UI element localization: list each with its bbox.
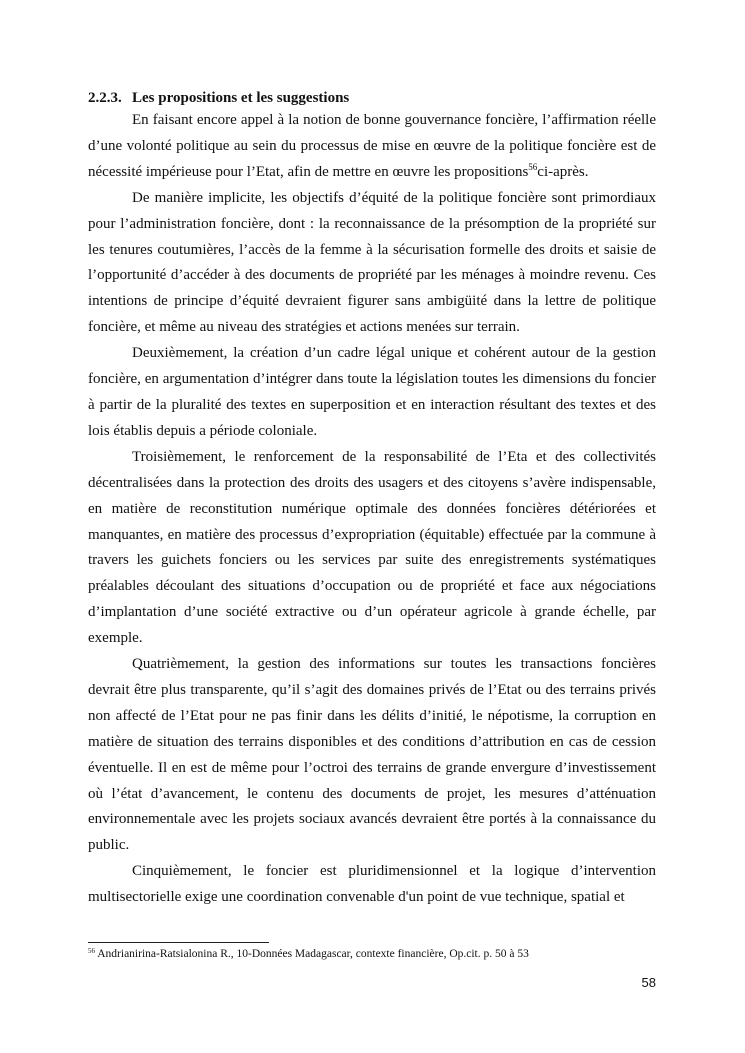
section-number: 2.2.3. [88, 90, 122, 106]
paragraph-intro [88, 108, 656, 186]
page-number: 58 [641, 975, 656, 990]
paragraph-second: Deuxièmement, la création d’un cadre légal unique et cohérent autour de la gestion foncière, en argumentation d’intégrer dans toute la législation toutes les dimensions du foncier à partir de la pluralité des textes en superposition et en interaction résultant des textes et des lois établis depuis a période coloniale. [88, 345, 656, 439]
section-heading [88, 88, 656, 108]
footnote-text: Andrianirina-Ratsialonina R., 10-Données Madagascar, contexte financière, Op.cit. p. 50 à 53 [95, 948, 529, 960]
footnote [88, 947, 529, 962]
paragraph-third: Troisièmement, le renforcement de la responsabilité de l’Eta et des collectivités décentralisées dans la protection des droits des usagers et des citoyens s’avère indispensable, en matière de reconstitution numérique optimale des données foncières détériorées et manquantes, en matière des processus d’expropriation (équitable) effectuée par la commune à travers les guichets fonciers ou les services par suite des enregistrements systématiques préalables découlant des situations d’occupation ou de propriété et face aux négociations d’implantation d’une société extractive ou d’un opérateur agricole à grande échelle, par exemple. [88, 448, 656, 647]
paragraph-fourth: Quatrièmement, la gestion des informations sur toutes les transactions foncières devrait être plus transparente, qu’il s’agit des domaines privés de l’Etat ou des terrains privés non affecté de l’Etat pour ne pas finir dans les délits d’initié, le népotisme, la corruption en matière de situation des terrains disponibles et des conditions d’attribution en cas de cession éventuelle. Il en est de même pour l’octroi des terrains de grande envergure d’investissement où l’état d’avancement, le contenu des documents de projet, les mesures d’atténuation environnementale avec les projets sociaux avancés devraient être portés à la connaissance du public. [88, 656, 656, 854]
body-text [88, 88, 656, 911]
footnote-divider [88, 942, 269, 943]
section-title: Les propositions et les suggestions [132, 90, 350, 106]
footnote-reference[interactable]: 56 [528, 161, 538, 172]
paragraph-intro-end: ci-après. [537, 163, 589, 180]
paragraph-intro-text: En faisant encore appel à la notion de bonne gouvernance foncière, l’affirmation réelle d’une volonté politique au sein du processus de mise en œuvre de la politique foncière est de nécessité impérieuse pour l’Etat, afin de mettre en œuvre les propositions [88, 112, 656, 180]
paragraph-equity: De manière implicite, les objectifs d’équité de la politique foncière sont primordiaux pour l’administration foncière, dont : la reconnaissance de la présomption de la propriété sur les tenures coutumières, l’accès de la femme à la sécurisation formelle des droits et saisie de l’opportunité d’accéder à des documents de propriété par les ménages à moindre revenu. Ces intentions de principe d’équité devraient figurer sans ambigüité dans la lettre de politique foncière, et même au niveau des stratégies et actions menées sur terrain. [88, 189, 656, 336]
paragraph-fifth: Cinquièmement, le foncier est pluridimensionnel et la logique d’intervention multisectorielle exige une coordination convenable d'un point de vue technique, spatial et [88, 863, 656, 906]
footnote-marker: 56 [88, 947, 95, 955]
